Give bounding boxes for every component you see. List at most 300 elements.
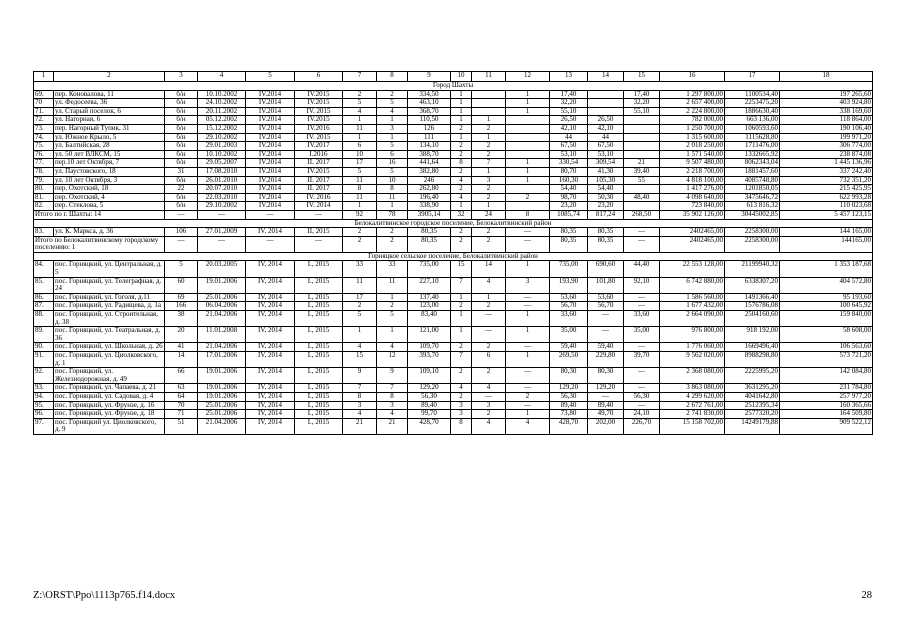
table-cell: 22 <box>165 185 198 194</box>
table-cell: 1 <box>506 327 550 343</box>
column-number-cell: 10 <box>451 72 472 82</box>
table-cell: 1576786,08 <box>725 302 780 311</box>
table-cell <box>624 202 660 211</box>
table-cell: 382,80 <box>408 167 451 176</box>
row-number-cell: 86. <box>34 293 54 302</box>
table-cell: 1 315 600,00 <box>660 133 725 142</box>
table-cell: 110,50 <box>408 116 451 125</box>
table-cell: 1 <box>451 116 472 125</box>
table-cell: IV.2014 <box>246 90 295 99</box>
table-cell: 732 351,20 <box>780 176 873 185</box>
address-cell: пос. Горняцкий, ул. Садовая, д. 4 <box>54 392 165 401</box>
table-cell: 31 <box>165 167 198 176</box>
table-cell: 129,20 <box>588 384 624 393</box>
total-cell: 24 <box>472 210 506 219</box>
section-title: Город Шахты <box>34 82 873 91</box>
table-cell: IV, 2014 <box>246 352 295 368</box>
table-cell: б/н <box>165 133 198 142</box>
table-row <box>34 150 873 159</box>
table-cell: 1 <box>472 293 506 302</box>
table-cell: 1 <box>451 99 472 108</box>
table-cell: 33,60 <box>624 311 660 327</box>
table-cell: I., 2015 <box>295 410 343 419</box>
address-cell: пос. Горняцкий, ул. Железнодорожная, д. 49 <box>54 368 165 384</box>
table-cell: 98,70 <box>550 193 588 202</box>
table-cell: 64 <box>165 392 198 401</box>
table-cell: I., 2015 <box>295 327 343 343</box>
table-cell: 723 840,00 <box>660 202 725 211</box>
table-cell: 27.01.2009 <box>198 228 246 237</box>
table-cell: IV.2015 <box>295 116 343 125</box>
table-row <box>34 228 873 237</box>
table-cell: 2 <box>377 228 408 237</box>
table-cell: 48,40 <box>624 193 660 202</box>
table-cell: 2 018 250,00 <box>660 142 725 151</box>
table-cell: 330,54 <box>550 159 588 168</box>
table-cell: 1 <box>377 116 408 125</box>
table-cell: 33 <box>377 261 408 277</box>
table-cell: — <box>506 293 550 302</box>
total-cell: — <box>295 210 343 219</box>
table-cell: 7 <box>451 277 472 293</box>
table-row <box>34 368 873 384</box>
table-cell: 393,70 <box>408 352 451 368</box>
table-cell <box>624 116 660 125</box>
address-cell: ул. Федосеева, 36 <box>54 99 165 108</box>
table-cell: 49,70 <box>588 410 624 419</box>
table-row <box>34 327 873 343</box>
table-cell: 59,40 <box>588 343 624 352</box>
address-cell: пос. Горняцкий, ул. Центральная, д. 5 <box>54 261 165 277</box>
table-cell: 3 <box>451 401 472 410</box>
table-cell: 8 <box>343 185 377 194</box>
table-cell: 95 193,60 <box>780 293 873 302</box>
table-cell: 110 023,68 <box>780 202 873 211</box>
table-cell: 67,50 <box>550 142 588 151</box>
table-cell: 53,60 <box>588 293 624 302</box>
table-cell: 918 192,00 <box>725 327 780 343</box>
table-cell: 11 <box>377 277 408 293</box>
table-cell: IV, 2014 <box>246 418 295 434</box>
table-cell: 41,30 <box>588 167 624 176</box>
table-cell: 4 <box>377 343 408 352</box>
table-cell: 5 <box>377 167 408 176</box>
table-cell <box>624 185 660 194</box>
section-title: Белокалитвинское городское поселение, Белокалитвинский район <box>34 219 873 228</box>
table-row <box>34 107 873 116</box>
table-cell: I., 2015 <box>295 343 343 352</box>
row-number-cell: 85. <box>34 277 54 293</box>
table-cell: — <box>472 327 506 343</box>
table-cell: 2 657 400,00 <box>660 99 725 108</box>
row-number-cell: 96. <box>34 410 54 419</box>
table-cell: 80,35 <box>408 228 451 237</box>
table-cell: 334,50 <box>408 90 451 99</box>
row-number-cell: 69. <box>34 90 54 99</box>
total-cell: — <box>624 236 660 252</box>
table-cell: 1060593,60 <box>725 124 780 133</box>
table-cell: 193,90 <box>550 277 588 293</box>
table-cell: 2 <box>377 302 408 311</box>
table-cell: — <box>624 343 660 352</box>
table-cell: 5 <box>377 142 408 151</box>
column-number-cell: 5 <box>246 72 295 82</box>
row-number-cell: 72. <box>34 116 54 125</box>
table-cell: 226,70 <box>624 418 660 434</box>
table-cell: 166 <box>165 302 198 311</box>
table-cell: 20 <box>165 327 198 343</box>
table-cell: I., 2015 <box>295 302 343 311</box>
table-cell: IV. 2016 <box>295 193 343 202</box>
table-cell: I., 2015 <box>295 261 343 277</box>
table-cell: 11.01.2008 <box>198 327 246 343</box>
table-cell: 69 <box>165 293 198 302</box>
table-cell: IV.2014 <box>246 99 295 108</box>
table-cell: — <box>588 327 624 343</box>
table-cell: 2 <box>472 368 506 384</box>
table-row <box>34 185 873 194</box>
table-cell: 2 <box>472 142 506 151</box>
table-cell: 613 816,32 <box>725 202 780 211</box>
table-cell: 1 445 136,96 <box>780 159 873 168</box>
table-row <box>34 418 873 434</box>
table-cell: 2 <box>451 368 472 384</box>
table-row <box>34 176 873 185</box>
table-cell: 1 677 432,00 <box>660 302 725 311</box>
table-cell: 573 721,20 <box>780 352 873 368</box>
table-cell: 4 <box>472 384 506 393</box>
table-cell: 5 <box>343 311 377 327</box>
address-cell: ул. Нагорная, 6 <box>54 116 165 125</box>
table-cell: 56,30 <box>550 392 588 401</box>
table-cell: 1 <box>506 99 550 108</box>
row-number-cell: 81. <box>34 193 54 202</box>
table-cell: 2253475,20 <box>725 99 780 108</box>
table-cell: IV, 2014 <box>246 327 295 343</box>
table-cell: IV, 2014 <box>246 410 295 419</box>
table-cell: 2 <box>506 193 550 202</box>
table-cell: 67,50 <box>588 142 624 151</box>
table-cell: 11 <box>343 193 377 202</box>
table-row <box>34 99 873 108</box>
table-cell: 3 <box>472 176 506 185</box>
table-cell: 92,10 <box>624 277 660 293</box>
table-cell: 56,30 <box>408 392 451 401</box>
total-row <box>34 236 873 252</box>
table-cell: 2 664 090,00 <box>660 311 725 327</box>
table-cell: 4 <box>343 410 377 419</box>
table-cell: 14249179,88 <box>725 418 780 434</box>
table-cell: 1 <box>451 90 472 99</box>
table-cell: 32,20 <box>624 99 660 108</box>
table-cell: 11 <box>343 176 377 185</box>
table-cell: 55,10 <box>550 107 588 116</box>
table-cell: IV. 2014 <box>295 202 343 211</box>
table-cell: б/н <box>165 90 198 99</box>
address-cell: пос. Горняцкий, ул. Циолковского, д. 1 <box>54 352 165 368</box>
table-cell: II. 2017 <box>295 185 343 194</box>
table-cell: 1 <box>472 116 506 125</box>
table-cell: 2512395,34 <box>725 401 780 410</box>
address-cell: пос. Горняцкий, ул. Гоголя, д.11 <box>54 293 165 302</box>
table-cell: 1 <box>506 107 550 116</box>
table-cell: 105,30 <box>588 176 624 185</box>
table-cell: 2 <box>343 90 377 99</box>
address-cell: пос. Горняцкий, ул. Телеграфная, д. 24 <box>54 277 165 293</box>
table-cell: 1 776 060,00 <box>660 343 725 352</box>
table-cell: — <box>624 401 660 410</box>
table-cell: 56,30 <box>624 392 660 401</box>
address-cell: пос. Горняцкий, ул. Театральная, д. 36 <box>54 327 165 343</box>
address-cell: пос. Горняцкий, ул. Фрунзе, д. 18 <box>54 410 165 419</box>
table-cell: 21199940,32 <box>725 261 780 277</box>
table-cell: — <box>624 293 660 302</box>
table-cell: IV. 2014 <box>246 228 295 237</box>
table-cell: IV, 2014 <box>246 392 295 401</box>
table-cell: 21 <box>624 159 660 168</box>
table-cell: 10 <box>343 150 377 159</box>
table-cell: I., 2015 <box>295 392 343 401</box>
table-cell: 1 <box>343 202 377 211</box>
table-cell: IV. 2015 <box>295 133 343 142</box>
table-cell: 29.10.2002 <box>198 202 246 211</box>
row-number-cell: 89. <box>34 327 54 343</box>
table-cell: 26.01.2010 <box>198 176 246 185</box>
table-cell: II, 2015 <box>295 228 343 237</box>
footer-file-path: Z:\ORST\Ppo\1113p765.f14.docx <box>33 590 176 601</box>
table-cell: 441,64 <box>408 159 451 168</box>
table-cell: б/н <box>165 99 198 108</box>
table-cell: 23,20 <box>550 202 588 211</box>
table-cell <box>506 133 550 142</box>
table-cell: 1 250 700,00 <box>660 124 725 133</box>
total-cell: 32 <box>451 210 472 219</box>
table-cell: 41 <box>165 343 198 352</box>
table-row <box>34 124 873 133</box>
table-cell: 22 553 128,00 <box>660 261 725 277</box>
table-cell: 35,00 <box>550 327 588 343</box>
table-cell: 159 840,00 <box>780 311 873 327</box>
table-cell: 1100534,40 <box>725 90 780 99</box>
table-cell: 80,35 <box>588 228 624 237</box>
table-cell: 2 <box>472 150 506 159</box>
row-number-cell: 79. <box>34 176 54 185</box>
total-cell: 1085,74 <box>550 210 588 219</box>
table-cell: 53,10 <box>550 150 588 159</box>
table-cell: 2 <box>472 193 506 202</box>
table-cell: IV, 2014 <box>246 277 295 293</box>
table-row <box>34 302 873 311</box>
table-cell: 202,00 <box>588 418 624 434</box>
table-cell: 4 <box>472 277 506 293</box>
table-cell: 4 098 640,00 <box>660 193 725 202</box>
table-cell: 1 <box>506 311 550 327</box>
total-cell: — <box>198 210 246 219</box>
table-cell: 1 <box>451 107 472 116</box>
table-row <box>34 392 873 401</box>
table-cell: 1711476,00 <box>725 142 780 151</box>
table-row <box>34 277 873 293</box>
table-cell: 1 <box>506 90 550 99</box>
row-number-cell: 93. <box>34 384 54 393</box>
table-row <box>34 261 873 277</box>
total-cell: 30445002,85 <box>725 210 780 219</box>
table-cell: 9 <box>377 368 408 384</box>
table-cell: 63 <box>165 384 198 393</box>
table-cell: 1 <box>472 167 506 176</box>
table-cell: 5 <box>165 261 198 277</box>
table-cell: 1332665,92 <box>725 150 780 159</box>
table-cell: — <box>506 368 550 384</box>
table-cell: 5 <box>343 99 377 108</box>
table-cell: IV.2014 <box>246 185 295 194</box>
table-cell: 1 <box>451 327 472 343</box>
table-cell: IV.2014 <box>246 150 295 159</box>
table-cell: 123,00 <box>408 302 451 311</box>
table-cell: 66 <box>165 368 198 384</box>
table-cell: 735,00 <box>408 261 451 277</box>
table-cell: 17.01.2006 <box>198 352 246 368</box>
column-number-cell: 16 <box>660 72 725 82</box>
table-cell: 2 368 080,00 <box>660 368 725 384</box>
table-cell: 106 <box>165 228 198 237</box>
total-cell: 268,50 <box>624 210 660 219</box>
table-cell: 238 874,08 <box>780 150 873 159</box>
table-cell: 8988298,80 <box>725 352 780 368</box>
table-cell: 3 <box>506 277 550 293</box>
address-cell: ул. Паустовского, 18 <box>54 167 165 176</box>
table-cell: 05.12.2002 <box>198 116 246 125</box>
column-number-cell: 17 <box>725 72 780 82</box>
table-cell: 3475646,72 <box>725 193 780 202</box>
table-cell: IV, 2014 <box>246 401 295 410</box>
table-cell: 262,80 <box>408 185 451 194</box>
table-cell: 21.04.2006 <box>198 311 246 327</box>
table-cell: 71 <box>165 410 198 419</box>
table-cell: 215 425,95 <box>780 185 873 194</box>
table-cell: — <box>588 392 624 401</box>
address-cell: ул. 50 лет ВЛКСМ, 15 <box>54 150 165 159</box>
table-cell: 12 <box>377 352 408 368</box>
total-cell: 2402465,00 <box>660 236 725 252</box>
table-cell: 55,10 <box>624 107 660 116</box>
table-cell: 257 977,20 <box>780 392 873 401</box>
table-cell: 2504160,60 <box>725 311 780 327</box>
table-cell: IV.2014 <box>246 124 295 133</box>
table-cell <box>472 90 506 99</box>
table-cell: 99,70 <box>408 410 451 419</box>
table-cell: IV.2015 <box>295 167 343 176</box>
table-cell: I., 2015 <box>295 293 343 302</box>
table-cell: 11 <box>343 277 377 293</box>
row-number-cell: 90. <box>34 343 54 352</box>
table-cell: 909 522,12 <box>780 418 873 434</box>
table-cell: 11 <box>377 193 408 202</box>
column-number-cell: 18 <box>780 72 873 82</box>
table-cell: I., 2015 <box>295 352 343 368</box>
table-cell: 33,60 <box>550 311 588 327</box>
table-cell: 15 <box>343 352 377 368</box>
table-cell: 20.03.2005 <box>198 261 246 277</box>
table-cell: 4 <box>343 107 377 116</box>
table-cell: 2 <box>451 228 472 237</box>
table-cell: 55 <box>624 176 660 185</box>
table-cell: 388,70 <box>408 150 451 159</box>
table-row <box>34 352 873 368</box>
table-cell: 160,30 <box>550 176 588 185</box>
total-cell: 5 457 123,15 <box>780 210 873 219</box>
column-number-cell: 14 <box>588 72 624 82</box>
column-number-cell: 3 <box>165 72 198 82</box>
table-cell: 17.08.2010 <box>198 167 246 176</box>
address-cell: ул. Старый поселок, 6 <box>54 107 165 116</box>
table-cell: 26,50 <box>550 116 588 125</box>
table-cell: 7 <box>472 159 506 168</box>
table-cell: 7 <box>377 384 408 393</box>
table-cell: 121,00 <box>408 327 451 343</box>
table-cell: 1 <box>451 202 472 211</box>
row-number-cell: 70 <box>34 99 54 108</box>
table-cell: 54,40 <box>550 185 588 194</box>
total-cell: 2 <box>451 236 472 252</box>
table-cell: 126 <box>408 124 451 133</box>
table-cell: IV, 2014 <box>246 343 295 352</box>
table-cell: IV.2014 <box>246 142 295 151</box>
address-cell: пер. Охотский, 18 <box>54 185 165 194</box>
table-cell: 19.01.2006 <box>198 277 246 293</box>
address-cell: ул. Балтийская, 28 <box>54 142 165 151</box>
column-number-cell: 11 <box>472 72 506 82</box>
table-cell: 2 741 830,00 <box>660 410 725 419</box>
table-cell: — <box>506 302 550 311</box>
total-label: Итого по г. Шахты: 14 <box>34 210 165 219</box>
row-number-cell: 83. <box>34 228 54 237</box>
table-row <box>34 193 873 202</box>
address-cell: ул. 10 лет Октября, 3 <box>54 176 165 185</box>
table-cell: б/н <box>165 176 198 185</box>
total-cell: 2 <box>343 236 377 252</box>
table-cell: 42,10 <box>550 124 588 133</box>
table-cell: 6 <box>377 150 408 159</box>
table-cell: 2 <box>451 302 472 311</box>
table-cell: IV.2014 <box>246 167 295 176</box>
total-cell: 817,24 <box>588 210 624 219</box>
table-cell: 17,40 <box>550 90 588 99</box>
table-cell: 2 <box>472 343 506 352</box>
address-cell: пер.10 лет Октября, 7 <box>54 159 165 168</box>
table-cell: 663 136,00 <box>725 116 780 125</box>
table-cell: 35,00 <box>624 327 660 343</box>
table-cell: 269,50 <box>550 352 588 368</box>
address-cell: пос. Горняцкий, ул. Фрунзе, д. 16 <box>54 401 165 410</box>
table-cell: 134,10 <box>408 142 451 151</box>
table-cell: 1669496,40 <box>725 343 780 352</box>
table-cell: 56,70 <box>588 302 624 311</box>
table-cell: 2 <box>377 90 408 99</box>
table-cell: 306 774,00 <box>780 142 873 151</box>
table-cell: 1 353 187,68 <box>780 261 873 277</box>
row-number-cell: 97. <box>34 418 54 434</box>
table-cell: б/н <box>165 202 198 211</box>
table-cell: 129,20 <box>550 384 588 393</box>
table-cell: 1201850,05 <box>725 185 780 194</box>
table-cell: — <box>506 384 550 393</box>
table-cell: 24.10.2002 <box>198 99 246 108</box>
table-cell: б/н <box>165 116 198 125</box>
table-cell: 29.10.2002 <box>198 133 246 142</box>
table-cell: 2 <box>451 142 472 151</box>
table-cell: 44 <box>588 133 624 142</box>
